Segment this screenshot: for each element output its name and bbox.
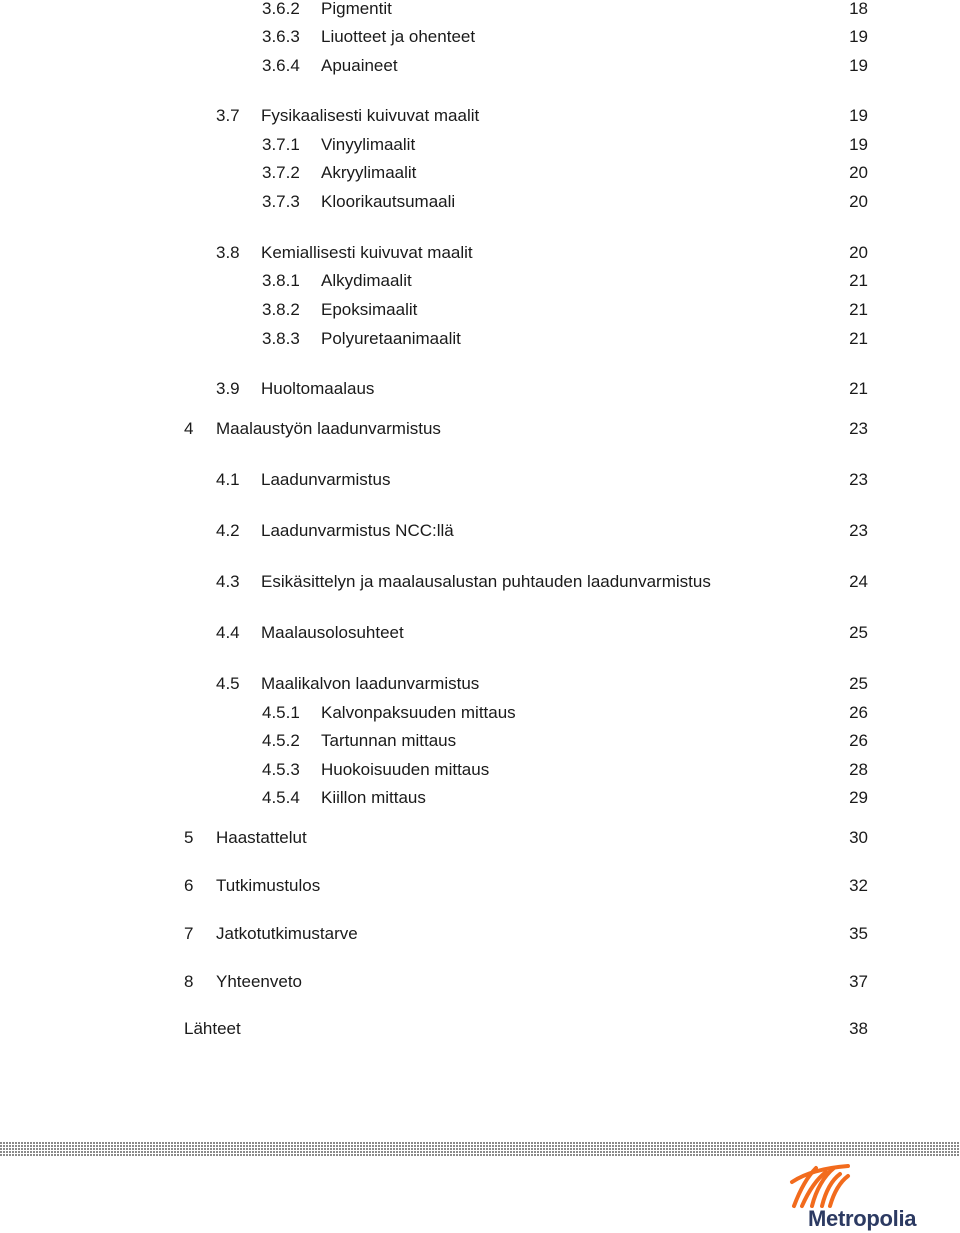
toc-number: 4.5.3 <box>262 760 300 779</box>
toc-entry[interactable] <box>0 519 960 543</box>
toc-title: Kemiallisesti kuivuvat maalit <box>261 243 473 262</box>
toc-entry[interactable] <box>0 417 960 441</box>
toc-number: 4.5.1 <box>262 703 300 722</box>
toc-page-number: 25 <box>849 674 868 693</box>
toc-number: 4.5.4 <box>262 788 300 807</box>
toc-page-number: 26 <box>849 703 868 722</box>
toc-entry[interactable] <box>0 621 960 645</box>
toc-number: 3.8 <box>216 243 240 262</box>
toc-entry[interactable] <box>0 0 960 21</box>
toc-entry[interactable] <box>0 161 960 185</box>
toc-entry[interactable] <box>0 672 960 696</box>
toc-page-number: 19 <box>849 135 868 154</box>
toc-title: Huoltomaalaus <box>261 379 375 398</box>
toc-entry[interactable] <box>0 104 960 128</box>
footer-band <box>0 1142 960 1156</box>
toc-number: 4 <box>184 419 194 438</box>
toc-title: Tutkimustulos <box>216 876 321 895</box>
toc-entry[interactable] <box>0 570 960 594</box>
toc-page-number: 28 <box>849 760 868 779</box>
toc-number: 4.4 <box>216 623 240 642</box>
toc-entry[interactable] <box>0 729 960 753</box>
toc-title: Esikäsittelyn ja maalausalustan puhtauden laadunvarmistus <box>261 572 711 591</box>
toc-number: 3.6.3 <box>262 27 300 46</box>
toc-page-number: 25 <box>849 623 868 642</box>
toc-title: Maalaustyön laadunvarmistus <box>216 419 441 438</box>
toc-title: Akryylimaalit <box>321 163 417 182</box>
toc-entry[interactable] <box>0 468 960 492</box>
toc-page-number: 20 <box>849 243 868 262</box>
toc-title: Maalausolosuhteet <box>261 623 404 642</box>
toc-page-number: 23 <box>849 521 868 540</box>
toc-page-number: 19 <box>849 27 868 46</box>
toc-page-number: 26 <box>849 731 868 750</box>
logo-text: Metropolia <box>808 1206 917 1231</box>
toc-entry[interactable] <box>0 874 960 898</box>
toc-number: 4.1 <box>216 470 240 489</box>
toc-page-number: 23 <box>849 419 868 438</box>
toc-number: 3.8.1 <box>262 271 300 290</box>
toc-title: Yhteenveto <box>216 972 303 991</box>
toc-number: 3.8.2 <box>262 300 300 319</box>
toc-title: Jatkotutkimustarve <box>216 924 358 943</box>
toc-title: Alkydimaalit <box>321 271 412 290</box>
toc-number: 3.9 <box>216 379 240 398</box>
toc-title: Vinyylimaalit <box>321 135 416 154</box>
toc-title: Epoksimaalit <box>321 300 418 319</box>
toc-entry[interactable] <box>0 298 960 322</box>
toc-entry[interactable] <box>0 758 960 782</box>
toc-title: Pigmentit <box>321 0 392 18</box>
toc-number: 4.2 <box>216 521 240 540</box>
toc-number: 6 <box>184 876 194 895</box>
toc-page-number: 20 <box>849 163 868 182</box>
toc-page-number: 21 <box>849 300 868 319</box>
toc-number: 7 <box>184 924 194 943</box>
toc-entry[interactable] <box>0 269 960 293</box>
toc-number: 3.7.2 <box>262 163 300 182</box>
toc-entry[interactable] <box>0 190 960 214</box>
toc-entry[interactable] <box>0 54 960 78</box>
toc-entry[interactable] <box>0 826 960 850</box>
toc-title: Laadunvarmistus <box>261 470 391 489</box>
toc-number: 3.8.3 <box>262 329 300 348</box>
toc-page-number: 21 <box>849 329 868 348</box>
toc-page-number: 21 <box>849 379 868 398</box>
toc-entry[interactable] <box>0 133 960 157</box>
toc-page-number: 35 <box>849 924 868 943</box>
toc-page-number: 24 <box>849 572 868 591</box>
toc-title: Fysikaalisesti kuivuvat maalit <box>261 106 480 125</box>
toc-entry[interactable] <box>0 327 960 351</box>
toc-number: 3.7 <box>216 106 240 125</box>
toc-page-number: 20 <box>849 192 868 211</box>
toc-title: Apuaineet <box>321 56 398 75</box>
toc-number: 4.5 <box>216 674 240 693</box>
toc-number: 4.3 <box>216 572 240 591</box>
toc-entry[interactable] <box>0 377 960 401</box>
toc-entry[interactable] <box>0 241 960 265</box>
toc-page-number: 19 <box>849 106 868 125</box>
toc-page-number: 18 <box>849 0 868 18</box>
toc-page-number: 32 <box>849 876 868 895</box>
toc-title: Tartunnan mittaus <box>321 731 457 750</box>
toc-page-number: 30 <box>849 828 868 847</box>
toc-page-number: 19 <box>849 56 868 75</box>
toc-title: Maalikalvon laadunvarmistus <box>261 674 480 693</box>
toc-entry[interactable] <box>0 970 960 994</box>
toc-title: Lähteet <box>184 1019 241 1038</box>
toc-entry[interactable] <box>0 786 960 810</box>
toc-title: Kloorikautsumaali <box>321 192 456 211</box>
toc-number: 3.6.4 <box>262 56 300 75</box>
toc-number: 3.7.3 <box>262 192 300 211</box>
toc-title: Kalvonpaksuuden mittaus <box>321 703 516 722</box>
toc-title: Huokoisuuden mittaus <box>321 760 490 779</box>
toc-entry[interactable] <box>0 25 960 49</box>
toc-page-number: 21 <box>849 271 868 290</box>
toc-number: 3.7.1 <box>262 135 300 154</box>
toc-title: Polyuretaanimaalit <box>321 329 461 348</box>
toc-page-number: 23 <box>849 470 868 489</box>
toc-title: Laadunvarmistus NCC:llä <box>261 521 454 540</box>
toc-entry[interactable] <box>0 701 960 725</box>
toc-title: Liuotteet ja ohenteet <box>321 27 476 46</box>
toc-entry[interactable] <box>0 922 960 946</box>
toc-entry[interactable] <box>0 1017 960 1041</box>
toc-number: 5 <box>184 828 194 847</box>
toc-page-number: 38 <box>849 1019 868 1038</box>
toc-number: 3.6.2 <box>262 0 300 18</box>
toc-number: 8 <box>184 972 194 991</box>
toc-page-number: 37 <box>849 972 868 991</box>
toc-title: Haastattelut <box>216 828 307 847</box>
toc-page-number: 29 <box>849 788 868 807</box>
toc-title: Kiillon mittaus <box>321 788 426 807</box>
toc-number: 4.5.2 <box>262 731 300 750</box>
